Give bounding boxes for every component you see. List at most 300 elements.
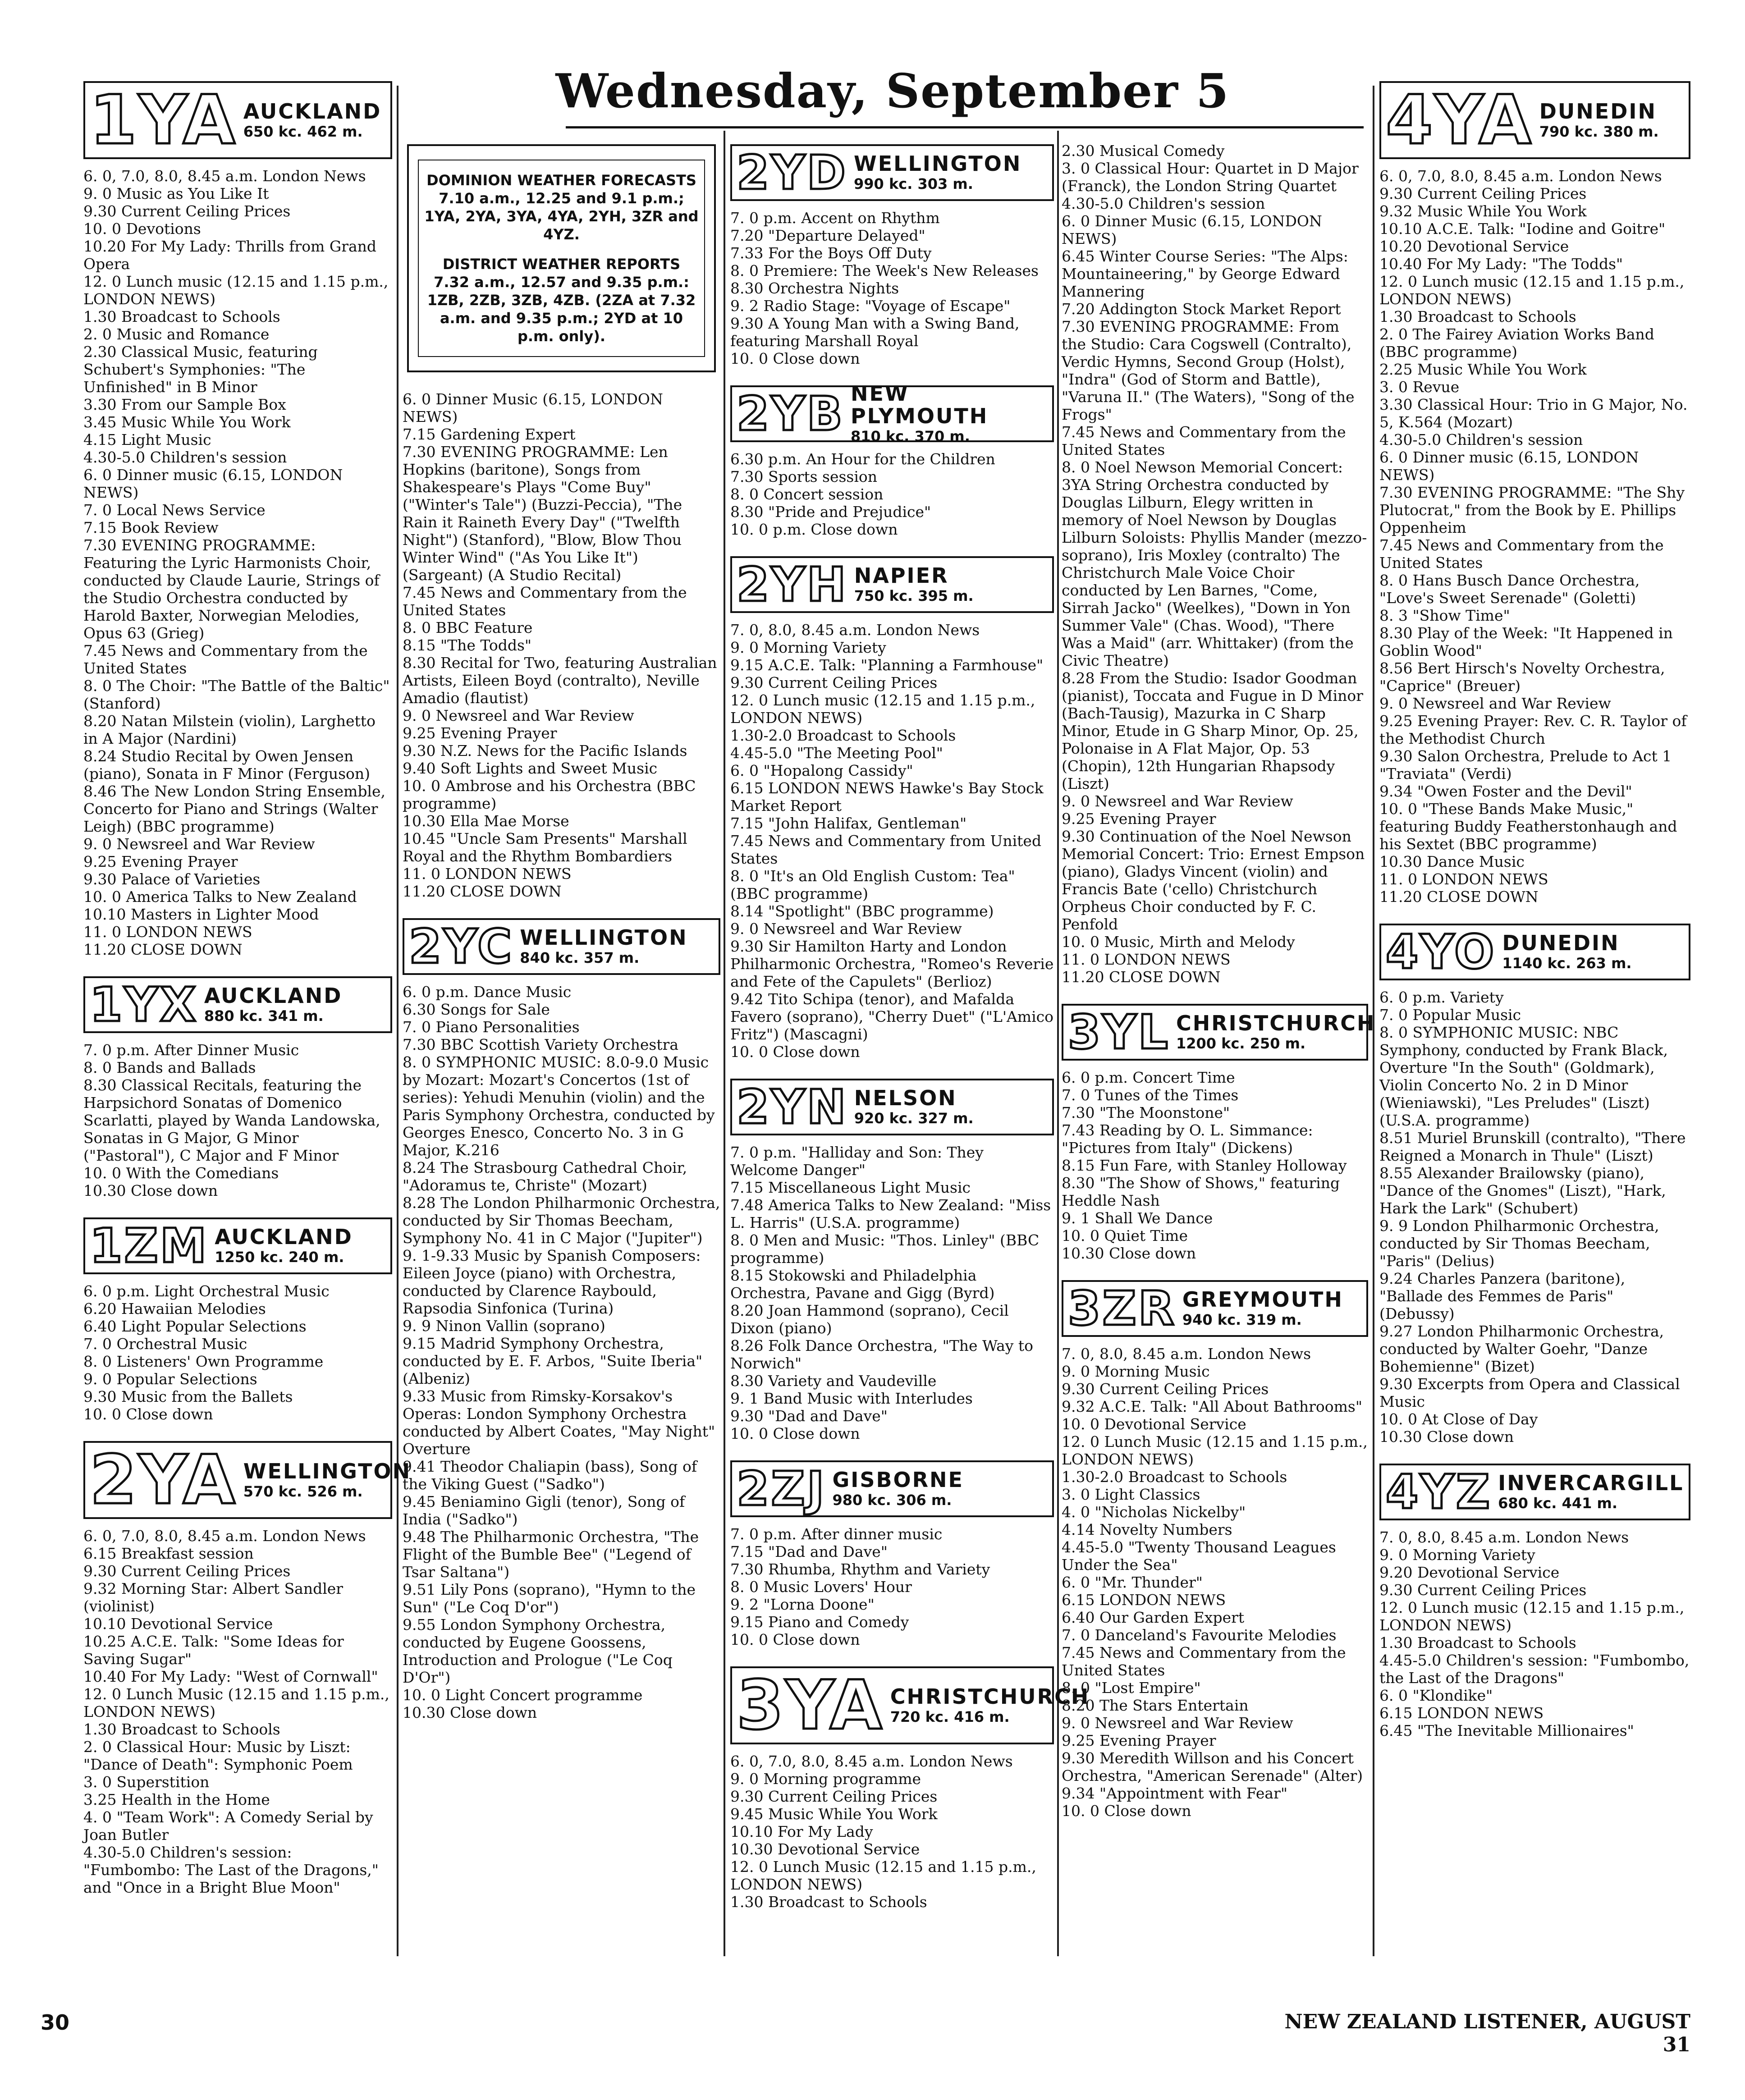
programme-listing: 9. 1 Shall We Dance (1062, 1209, 1213, 1227)
block-spacer (1379, 1446, 1690, 1464)
programme-listing: 8.15 "The Todds" (403, 636, 532, 654)
programme-listing: 9.32 Music While You Work (1379, 202, 1587, 220)
programme-listing: 10. 0 America Talks to New Zealand (83, 888, 357, 906)
station-callsign: 4YZ (1386, 1464, 1492, 1519)
programme-listing: 7. 0, 8.0, 8.45 a.m. London News (730, 621, 980, 639)
station-info (1502, 932, 1631, 972)
block-spacer (83, 1423, 392, 1441)
block-spacer (1062, 986, 1368, 1004)
station-block (403, 918, 720, 1739)
station-header (83, 976, 392, 1033)
programme-listing: 7. 0 Tunes of the Times (1062, 1086, 1239, 1104)
programme-listing: 7.30 Rhumba, Rhythm and Variety (730, 1560, 990, 1578)
publication-footer: NEW ZEALAND LISTENER, AUGUST 31 (1284, 2010, 1690, 2056)
programme-listing: 2. 0 Classical Hour: Music by Liszt: "Dance of Death": Symphonic Poem (83, 1738, 353, 1773)
station-city: WELLINGTON (520, 925, 688, 950)
station-block (1062, 1004, 1376, 1280)
programme-listing: 8.24 The Strasbourg Cathedral Choir, "Adoramus te, Christe" (Mozart) (403, 1159, 687, 1194)
column-divider (724, 131, 725, 1956)
programme-listing: 10.30 Devotional Service (730, 1840, 920, 1858)
programme-listing: 1.30-2.0 Broadcast to Schools (730, 727, 956, 744)
programme-listing: 6. 0 Dinner Music (6.15, LONDON NEWS) (1062, 212, 1322, 247)
programme-listing: 8.30 Classical Recitals, featuring the Harpsichord Sonatas of Domenico Scarlatti, played by Wanda Landowska, Sonatas in G Major, G Minor ("Pastoral"), C Major and F Minor (83, 1076, 380, 1164)
station-header (730, 381, 1054, 445)
station-callsign: 3YA (737, 1666, 884, 1745)
programme-listing: 2. 0 The Fairey Aviation Works Band (BBC programme) (1379, 325, 1654, 361)
programme-listing: 7. 0 p.m. Accent on Rhythm (730, 209, 940, 227)
programme-listing: 9.41 Theodor Chaliapin (bass), Song of the Viking Guest ("Sadko") (403, 1458, 697, 1493)
programme-listing: 4.30-5.0 Children's session (83, 448, 287, 466)
programme-listing: 6. 0, 7.0, 8.0, 8.45 a.m. London News (730, 1752, 1013, 1770)
programme-listing: 8. 0 SYMPHONIC MUSIC: 8.0-9.0 Music by Mozart: Mozart's Concertos (1st of series): Yehudi Menuhin (violin) and the Paris Symphony Orchestra, conducted by Georges Enesco, Concerto No. 3 in G Major, K.216 (403, 1053, 715, 1159)
programme-listing: 7.30 EVENING PROGRAMME: From the Studio: Cara Cogswell (Contralto), Verdic Hymns, Second Group (Holst), "Indra" (God of Storm and Battle), "Varuna II." (The Waters), "Song of the Frogs" (1062, 318, 1355, 423)
station-block (730, 1666, 1090, 1929)
programme-listing: 9.30 Salon Orchestra, Prelude to Act 1 "Traviata" (Verdi) (1379, 747, 1672, 782)
programme-listing: 6. 0 p.m. Dance Music (403, 983, 572, 1001)
programme-listing: 7.30 BBC Scottish Variety Orchestra (403, 1036, 678, 1053)
programme-listing: 12. 0 Lunch Music (12.15 and 1.15 p.m., LONDON NEWS) (83, 1685, 389, 1720)
programme-listing: 7.15 "John Halifax, Gentleman" (730, 814, 967, 832)
block-spacer (730, 538, 1054, 556)
station-frequency: 990 kc. 303 m. (854, 175, 973, 192)
programme-listing: 4. 0 "Nicholas Nickelby" (1062, 1503, 1246, 1521)
station-block (1062, 142, 1368, 1004)
station-callsign: 1YA (90, 81, 237, 160)
weather-box (407, 144, 716, 372)
block-spacer (83, 1199, 392, 1217)
station-city: CHRISTCHURCH (890, 1684, 1090, 1709)
programme-listing: 9.30 Current Ceiling Prices (730, 674, 938, 691)
programme-listing: 10.30 Close down (403, 1704, 537, 1721)
programme-listing: 10. 0 p.m. Close down (730, 521, 898, 538)
programme-listing: 10. 0 Devotions (83, 220, 201, 238)
programme-listing: 9.51 Lily Pons (soprano), "Hymn to the Sun" ("Le Coq D'or") (403, 1581, 696, 1616)
station-info (1182, 1288, 1343, 1329)
programme-listing: 7. 0 Popular Music (1379, 1006, 1521, 1024)
programme-listing: 9. 0 Morning programme (730, 1770, 921, 1788)
programme-listing: 10.40 For My Lady: "West of Cornwall" (83, 1668, 378, 1685)
station-callsign: 3ZR (1068, 1281, 1176, 1336)
programme-listing: 6. 0 Dinner Music (6.15, LONDON NEWS) (403, 390, 663, 425)
programme-listing: 4.30-5.0 Children's session (1379, 431, 1583, 448)
programme-listing: 9.25 Evening Prayer (83, 853, 238, 870)
programme-listing: 6. 0, 7.0, 8.0, 8.45 a.m. London News (1379, 167, 1662, 185)
programme-listing: 9. 2 Radio Stage: "Voyage of Escape" (730, 297, 1011, 315)
programme-listing: 6. 0 p.m. Concert Time (1062, 1069, 1235, 1086)
column-1 (83, 81, 412, 1961)
programme-listing: 10.30 Close down (1062, 1244, 1196, 1262)
programme-listing: 8.14 "Spotlight" (BBC programme) (730, 902, 994, 920)
programme-listing: 7.30 EVENING PROGRAMME: Featuring the Lyric Harmonists Choir, conducted by Claude Laurie, Strings of the Studio Orchestra conducted by Harold Baxter, Norwegian Melodies, Opus 63 (Grieg) (83, 536, 380, 642)
station-city: DUNEDIN (1539, 99, 1657, 124)
programme-listing: 10. 0 Ambrose and his Orchestra (BBC programme) (403, 777, 696, 812)
programme-listing: 10.30 Ella Mae Morse (403, 812, 569, 830)
programme-listing: 10. 0 Light Concert programme (403, 1686, 643, 1704)
programme-listing: 6.15 LONDON NEWS (1379, 1704, 1544, 1722)
programme-listing: 4.30-5.0 Children's session: "Fumbombo: The Last of the Dragons," and "Once in a Bright Blue Moon" (83, 1844, 379, 1896)
programme-listing: 8.30 Recital for Two, featuring Australian Artists, Eileen Boyd (contralto), Neville Amadio (flautist) (403, 654, 717, 707)
programme-listing: 8. 0 Music Lovers' Hour (730, 1578, 912, 1596)
programme-listing: 4.45-5.0 "Twenty Thousand Leagues Under the Sea" (1062, 1538, 1336, 1574)
programme-listing: 6. 0 Dinner music (6.15, LONDON NEWS) (83, 466, 343, 501)
programme-listing: 7.15 Book Review (83, 519, 219, 536)
programme-listing: 10. 0 Devotional Service (1062, 1415, 1246, 1433)
programme-listing: 9.30 Sir Hamilton Harty and London Philharmonic Orchestra, "Romeo's Reverie and Fete of the Capulets" (Berlioz) (730, 938, 1054, 990)
programme-listing: 9. 1-9.33 Music by Spanish Composers: Eileen Joyce (piano) with Orchestra, conducted by Clarence Raybould, Rapsodia Sinfonica (Turina) (403, 1247, 701, 1317)
programme-listing: 4.30-5.0 Children's session (1062, 195, 1265, 212)
programme-listing: 8.46 The New London String Ensemble, Concerto for Piano and Strings (Walter Leigh) (BBC programme) (83, 782, 386, 835)
programme-listing: 9.24 Charles Panzera (baritone), "Ballade des Femmes de Paris" (Debussy) (1379, 1270, 1626, 1322)
station-header (730, 556, 1054, 613)
programme-listing: 6. 0 "Hopalong Cassidy" (730, 762, 913, 779)
station-frequency: 810 kc. 370 m. (850, 428, 970, 445)
programme-listing: 9.30 Current Ceiling Prices (83, 1562, 291, 1580)
station-header (403, 918, 720, 975)
programme-listing: 4.45-5.0 Children's session: "Fumbombo, the Last of the Dragons" (1379, 1652, 1690, 1687)
programme-listing: 10. 0 Close down (730, 1631, 860, 1648)
station-header (730, 1460, 1054, 1517)
station-block (83, 81, 392, 976)
programme-listing: 7.48 America Talks to New Zealand: "Miss L. Harris" (U.S.A. programme) (730, 1196, 1051, 1231)
station-block (83, 1217, 392, 1441)
programme-listing: 8.20 Joan Hammond (soprano), Cecil Dixon (piano) (730, 1302, 1009, 1337)
programme-listing: 9. 0 Music as You Like It (83, 185, 269, 202)
station-header (1062, 1280, 1368, 1337)
programme-listing: 6.45 Winter Course Series: "The Alps: Mountaineering," by George Edward Mannering (1062, 247, 1348, 300)
station-frequency: 750 kc. 395 m. (854, 587, 974, 604)
programme-listing: 10. 0 With the Comedians (83, 1164, 279, 1182)
programme-listing: 7. 0 p.m. After Dinner Music (83, 1041, 299, 1059)
programme-listing: 8.56 Bert Hirsch's Novelty Orchestra, "Caprice" (Breuer) (1379, 659, 1665, 695)
programme-listing: 7.20 "Departure Delayed" (730, 227, 925, 244)
block-spacer (730, 1911, 1054, 1929)
station-callsign: 1YX (90, 977, 198, 1032)
programme-listing: 8.30 "The Show of Shows," featuring Heddle Nash (1062, 1174, 1340, 1209)
programme-listing: 7.45 News and Commentary from the United States (1062, 423, 1346, 458)
programme-listing: 8.30 "Pride and Prejudice" (730, 503, 931, 521)
programme-listing: 10.10 A.C.E. Talk: "Iodine and Goitre" (1379, 220, 1666, 238)
programme-listing: 11.20 CLOSE DOWN (403, 883, 562, 900)
station-info (854, 152, 1021, 193)
programme-listing: 7. 0 Local News Service (83, 501, 266, 519)
station-frequency: 720 kc. 416 m. (890, 1708, 1010, 1725)
programme-listing: 11. 0 LONDON NEWS (83, 923, 252, 941)
programme-listing: 10. 0 Quiet Time (1062, 1227, 1188, 1244)
programme-listing: 10.25 A.C.E. Talk: "Some Ideas for Saving Sugar" (83, 1633, 344, 1668)
programme-listing: 9. 0 Newsreel and War Review (83, 835, 315, 853)
block-spacer (1379, 906, 1690, 924)
programme-listing: 9.30 Excerpts from Opera and Classical Music (1379, 1375, 1680, 1410)
column-divider (397, 86, 398, 1956)
station-frequency: 1250 kc. 240 m. (215, 1249, 344, 1266)
column-3 (730, 144, 1090, 1961)
station-callsign: 2YA (90, 1441, 237, 1519)
station-city: AUCKLAND (215, 1225, 353, 1249)
station-block (83, 976, 392, 1217)
block-spacer (83, 958, 392, 976)
programme-listing: 9.48 The Philharmonic Orchestra, "The Flight of the Bumble Bee" ("Legend of Tsar Saltana") (403, 1528, 699, 1581)
programme-listing: 7.15 Gardening Expert (403, 425, 576, 443)
programme-listing: 8. 0 "It's an Old English Custom: Tea" (BBC programme) (730, 867, 1015, 902)
programme-listing: 6.40 Light Popular Selections (83, 1318, 307, 1335)
programme-listing: 8.30 Play of the Week: "It Happened in Goblin Wood" (1379, 624, 1673, 659)
programme-listing: 7.45 News and Commentary from United States (730, 832, 1042, 867)
block-spacer (1379, 1739, 1690, 1757)
station-info (204, 984, 343, 1025)
programme-listing: 9.32 A.C.E. Talk: "All About Bathrooms" (1062, 1398, 1362, 1415)
weather-text-dominion: 7.10 a.m., 12.25 and 9.1 p.m.; 1YA, 2YA, 3YA, 4YA, 2YH, 3ZR and 4YZ. (424, 190, 699, 243)
programme-listing: 7. 0 p.m. After dinner music (730, 1525, 943, 1543)
programme-listing: 9. 0 Newsreel and War Review (1062, 792, 1293, 810)
station-city: AUCKLAND (204, 984, 343, 1008)
programme-listing: 9.25 Evening Prayer: Rev. C. R. Taylor of the Methodist Church (1379, 712, 1687, 747)
station-block (403, 390, 720, 918)
programme-listing: 9.25 Evening Prayer (1062, 1732, 1216, 1749)
programme-listing: 10.30 Dance Music (1379, 853, 1525, 870)
programme-listing: 9.15 Madrid Symphony Orchestra, conducted by E. F. Arbos, "Suite Iberia" (Albeniz) (403, 1335, 703, 1387)
programme-listing: 4.14 Novelty Numbers (1062, 1521, 1232, 1538)
programme-listing: 9.30 Continuation of the Noel Newson Memorial Concert: Trio: Ernest Empson (piano), Gladys Vincent (violin) and Francis Bate ('cello) Christchurch Orpheus Choir conducted by F. C. Penfold (1062, 828, 1365, 933)
programme-listing: 7.15 "Dad and Dave" (730, 1543, 888, 1560)
station-header (730, 1079, 1054, 1135)
programme-listing: 8.15 Stokowski and Philadelphia Orchestra, Pavane and Gigg (Byrd) (730, 1267, 995, 1302)
programme-listing: 2. 0 Music and Romance (83, 325, 270, 343)
station-frequency: 680 kc. 441 m. (1498, 1495, 1618, 1512)
programme-listing: 8.20 The Stars Entertain (1062, 1697, 1249, 1714)
programme-listing: 9.45 Beniamino Gigli (tenor), Song of India ("Sadko") (403, 1493, 685, 1528)
programme-listing: 10. 0 "These Bands Make Music," featuring Buddy Featherstonhaugh and his Sextet (BBC programme) (1379, 800, 1677, 853)
programme-listing: 8. 3 "Show Time" (1379, 607, 1510, 624)
station-city: NEW PLYMOUTH (850, 381, 989, 428)
programme-listing: 12. 0 Lunch Music (12.15 and 1.15 p.m., LONDON NEWS) (1062, 1433, 1368, 1468)
programme-listing: 1.30 Broadcast to Schools (1379, 308, 1576, 325)
station-info (890, 1685, 1090, 1726)
programme-listing: 6. 0, 7.0, 8.0, 8.45 a.m. London News (83, 167, 366, 185)
programme-listing: 3.30 From our Sample Box (83, 396, 286, 413)
station-frequency: 790 kc. 380 m. (1539, 123, 1659, 140)
programme-listing: 9.34 "Appointment with Fear" (1062, 1784, 1288, 1802)
programme-listing: 3.25 Health in the Home (83, 1791, 270, 1808)
programme-listing: 10.30 Close down (83, 1182, 218, 1199)
station-block (730, 1460, 1054, 1666)
station-block (730, 144, 1054, 385)
station-info (520, 926, 687, 967)
programme-listing: 10. 0 Close down (730, 1425, 860, 1442)
programme-listing: 6.30 Songs for Sale (403, 1001, 550, 1018)
programme-listing: 9.34 "Owen Foster and the Devil" (1379, 782, 1632, 800)
block-spacer (403, 1721, 720, 1739)
programme-listing: 4. 0 "Team Work": A Comedy Serial by Joan Butler (83, 1808, 373, 1844)
programme-listing: 1.30-2.0 Broadcast to Schools (1062, 1468, 1287, 1486)
programme-listing: 3.45 Music While You Work (83, 413, 291, 431)
programme-listing: 8. 0 Noel Newson Memorial Concert: 3YA String Orchestra conducted by Douglas Lilburn, Elegy written in memory of Noel Newson by Douglas Lilburn Soloists: Phyllis Mander (mezzo-soprano), Iris Moxley (contralto) The Christchurch Male Voice Choir conducted by Len Barnes, "Come, Sirrah Jacko" (Weelkes), "Down in Yon Summer Vale" (Chas. Wood), "There Was a Maid" (arr. Whittaker) (from the Civic Theatre) (1062, 458, 1367, 669)
station-callsign: 4YA (1386, 81, 1533, 160)
programme-listing: 9.30 N.Z. News for the Pacific Islands (403, 742, 687, 759)
block-spacer (83, 1896, 392, 1914)
programme-listing: 11. 0 LONDON NEWS (1062, 951, 1231, 968)
programme-listing: 7.45 News and Commentary from the United States (1379, 536, 1664, 572)
programme-listing: 9. 0 Morning Music (1062, 1363, 1210, 1380)
programme-listing: 6. 0 p.m. Light Orchestral Music (83, 1282, 330, 1300)
station-callsign: 2YB (737, 386, 844, 441)
block-spacer (1062, 1262, 1368, 1280)
station-callsign: 1ZM (90, 1218, 209, 1273)
station-city: INVERCARGILL (1498, 1471, 1684, 1495)
programme-listing: 9. 0 Newsreel and War Review (730, 920, 962, 938)
programme-listing: 6.15 LONDON NEWS Hawke's Bay Stock Market Report (730, 779, 1044, 814)
weather-title-district: DISTRICT WEATHER REPORTS (442, 256, 681, 273)
weather-title-dominion: DOMINION WEATHER FORECASTS (426, 172, 696, 189)
station-callsign: 2YD (737, 145, 847, 200)
programme-listing: 9. 0 Newsreel and War Review (1062, 1714, 1293, 1732)
programme-listing: 9.30 Music from the Ballets (83, 1388, 293, 1405)
programme-listing: 1.30 Broadcast to Schools (83, 1720, 280, 1738)
programme-listing: 9.42 Tito Schipa (tenor), and Mafalda Favero (soprano), "Cherry Duet" ("L'Amico Fritz") (Mascagni) (730, 990, 1053, 1043)
programme-listing: 7.33 For the Boys Off Duty (730, 244, 932, 262)
programme-listing: 2.30 Classical Music, featuring Schubert's Symphonies: "The Unfinished" in B Minor (83, 343, 318, 396)
programme-listing: 8. 0 "Lost Empire" (1062, 1679, 1201, 1697)
station-info (1539, 100, 1659, 141)
programme-listing: 7.20 Addington Stock Market Report (1062, 300, 1341, 318)
station-info (832, 1469, 964, 1509)
station-frequency: 650 kc. 462 m. (243, 123, 363, 140)
station-info (215, 1226, 353, 1266)
programme-listing: 9.30 Palace of Varieties (83, 870, 261, 888)
programme-listing: 8.30 Orchestra Nights (730, 279, 899, 297)
programme-listing: 3. 0 Revue (1379, 378, 1460, 396)
station-frequency: 920 kc. 327 m. (854, 1110, 974, 1127)
programme-listing: 9.30 Current Ceiling Prices (1379, 1581, 1587, 1599)
programme-listing: 9.30 Current Ceiling Prices (730, 1788, 938, 1805)
programme-listing: 9. 1 Band Music with Interludes (730, 1390, 973, 1407)
block-spacer (1062, 1820, 1368, 1838)
programme-listing: 10. 0 Close down (1062, 1802, 1191, 1820)
programme-listing: 8.51 Muriel Brunskill (contralto), "There Reigned a Monarch in Thule" (Liszt) (1379, 1129, 1686, 1164)
station-info (243, 1460, 411, 1501)
station-frequency: 940 kc. 319 m. (1182, 1311, 1302, 1328)
station-callsign: 4YO (1386, 924, 1496, 979)
programme-listing: 9.33 Music from Rimsky-Korsakov's Operas: London Symphony Orchestra conducted by Albert Coates, "May Night" Overture (403, 1387, 715, 1458)
programme-listing: 8.30 Variety and Vaudeville (730, 1372, 937, 1390)
programme-listing: 9.40 Soft Lights and Sweet Music (403, 759, 658, 777)
station-header (83, 81, 392, 159)
programme-listing: 12. 0 Lunch music (12.15 and 1.15 p.m., LONDON NEWS) (83, 273, 389, 308)
programme-listing: 7. 0 Danceland's Favourite Melodies (1062, 1626, 1337, 1644)
programme-listing: 7. 0, 8.0, 8.45 a.m. London News (1062, 1345, 1311, 1363)
column-2 (403, 144, 720, 1961)
programme-listing: 3. 0 Superstition (83, 1773, 210, 1791)
programme-listing: 10. 0 At Close of Day (1379, 1410, 1538, 1428)
programme-listing: 9.20 Devotional Service (1379, 1564, 1560, 1581)
page-title: Wednesday, September 5 (555, 63, 1230, 119)
programme-listing: 11.20 CLOSE DOWN (1379, 888, 1539, 906)
station-info (243, 100, 382, 141)
station-header (1062, 1004, 1376, 1061)
programme-listing: 8. 0 Hans Busch Dance Orchestra, "Love's Sweet Serenade" (Goletti) (1379, 572, 1640, 607)
programme-listing: 10. 0 Close down (730, 1043, 860, 1061)
programme-listing: 8. 0 Premiere: The Week's New Releases (730, 262, 1039, 279)
programme-listing: 9.55 London Symphony Orchestra, conducted by Eugene Goossens, Introduction and Prologue ("Le Coq D'Or") (403, 1616, 673, 1686)
station-frequency: 840 kc. 357 m. (520, 949, 640, 966)
station-info (854, 1087, 974, 1127)
programme-listing: 8. 0 SYMPHONIC MUSIC: NBC Symphony, conducted by Frank Black, Overture "In the South" (Goldmark), Violin Concerto No. 2 in D Minor (Wieniawski), "Les Preludes" (Liszt) (U.S.A. programme) (1379, 1024, 1668, 1129)
station-callsign: 2ZJ (737, 1461, 826, 1516)
programme-listing: 9. 0 Newsreel and War Review (403, 707, 634, 724)
programme-listing: 9.30 A Young Man with a Swing Band, featuring Marshall Royal (730, 315, 1020, 350)
programme-listing: 7.30 EVENING PROGRAMME: Len Hopkins (baritone), Songs from Shakespeare's Plays "Come Buy" ("Winter's Tale") (Buzzi-Peccia), "The Rain it Raineth Every Day" ("Twelfth Night") (Stanford), "Blow, Blow Thou Winter Wind" ("As You Like It") (Sargeant) (A Studio Recital) (403, 443, 682, 584)
programme-listing: 7.15 Miscellaneous Light Music (730, 1179, 971, 1196)
station-block (730, 556, 1054, 1079)
programme-listing: 9. 2 "Lorna Doone" (730, 1596, 875, 1613)
programme-listing: 9. 9 Ninon Vallin (soprano) (403, 1317, 605, 1335)
programme-listing: 7.45 News and Commentary from the United States (83, 642, 368, 677)
programme-listing: 9. 0 Newsreel and War Review (1379, 695, 1611, 712)
programme-listing: 10. 0 Close down (83, 1405, 213, 1423)
programme-listing: 9.27 London Philharmonic Orchestra, conducted by Walter Goehr, "Danze Bohemienne" (Bizet) (1379, 1322, 1664, 1375)
programme-listing: 9.30 Current Ceiling Prices (1379, 185, 1587, 202)
programme-listing: 9.32 Morning Star: Albert Sandler (violinist) (83, 1580, 344, 1615)
programme-listing: 12. 0 Lunch music (12.15 and 1.15 p.m., LONDON NEWS) (1379, 1599, 1685, 1634)
programme-listing: 6.15 Breakfast session (83, 1545, 254, 1562)
programme-listing: 9. 9 London Philharmonic Orchestra, conducted by Sir Thomas Beecham, "Paris" (Delius) (1379, 1217, 1659, 1270)
station-header (83, 1441, 412, 1519)
block-spacer (730, 1442, 1054, 1460)
programme-listing: 8. 0 Listeners' Own Programme (83, 1353, 324, 1370)
programme-listing: 9.30 "Dad and Dave" (730, 1407, 888, 1425)
station-city: GREYMOUTH (1182, 1287, 1343, 1312)
programme-listing: 9. 0 Morning Variety (730, 639, 886, 656)
programme-listing: 9.45 Music While You Work (730, 1805, 938, 1823)
programme-listing: 6.30 p.m. An Hour for the Children (730, 450, 995, 468)
station-block (730, 381, 1054, 556)
station-block (1379, 924, 1690, 1464)
programme-listing: 9.30 Current Ceiling Prices (1062, 1380, 1269, 1398)
programme-listing: 10.10 Devotional Service (83, 1615, 273, 1633)
programme-listing: 8.55 Alexander Brailowsky (piano), "Dance of the Gnomes" (Liszt), "Hark, Hark the Lark" (Schubert) (1379, 1164, 1666, 1217)
station-frequency: 1200 kc. 250 m. (1176, 1035, 1306, 1052)
programme-listing: 3. 0 Light Classics (1062, 1486, 1200, 1503)
programme-listing: 9. 0 Morning Variety (1379, 1546, 1535, 1564)
station-frequency: 880 kc. 341 m. (204, 1007, 324, 1025)
programme-listing: 11.20 CLOSE DOWN (1062, 968, 1221, 986)
programme-listing: 8.15 Fun Fare, with Stanley Holloway (1062, 1157, 1347, 1174)
programme-listing: 11. 0 LONDON NEWS (403, 865, 572, 883)
programme-listing: 10.10 For My Lady (730, 1823, 873, 1840)
programme-listing: 9.30 Meredith Willson and his Concert Orchestra, "American Serenade" (Alter) (1062, 1749, 1363, 1784)
station-city: NELSON (854, 1086, 957, 1110)
programme-listing: 8.26 Folk Dance Orchestra, "The Way to Norwich" (730, 1337, 1034, 1372)
programme-listing: 6.40 Our Garden Expert (1062, 1609, 1245, 1626)
programme-listing: 8.28 From the Studio: Isador Goodman (pianist), Toccata and Fugue in D Minor (Bach-Tausig), Mazurka in C Sharp Minor, Etude in G Sharp Minor, Op. 25, Polonaise in A Flat Major, Op. 53 (Chopin), 12th Hungarian Rhapsody (Liszt) (1062, 669, 1364, 792)
station-header (730, 144, 1054, 201)
station-city: CHRISTCHURCH (1176, 1011, 1376, 1035)
programme-listing: 8. 0 Men and Music: "Thos. Linley" (BBC programme) (730, 1231, 1040, 1267)
weather-text-district: 7.32 a.m., 12.57 and 9.35 p.m.: 1ZB, 2ZB, 3ZB, 4ZB. (2ZA at 7.32 a.m. and 9.35 p.m.; 2YD at 10 p.m. only). (427, 274, 696, 345)
station-header (1379, 1464, 1690, 1520)
station-callsign: 2YH (737, 557, 848, 612)
programme-listing: 10. 0 Music, Mirth and Melody (1062, 933, 1295, 951)
programme-listing: 10. 0 Close down (730, 350, 860, 367)
programme-listing: 7.45 News and Commentary from the United States (1062, 1644, 1346, 1679)
block-spacer (730, 1061, 1054, 1079)
programme-listing: 7.30 EVENING PROGRAMME: "The Shy Plutocrat," from the Book by E. Phillips Oppenheim (1379, 484, 1685, 536)
column-5 (1379, 81, 1690, 1961)
station-city: DUNEDIN (1502, 931, 1620, 955)
programme-listing: 7.30 Sports session (730, 468, 878, 485)
station-block (1379, 1464, 1690, 1757)
programme-listing: 7. 0 p.m. "Halliday and Son: They Welcome Danger" (730, 1144, 984, 1179)
station-callsign: 3YL (1068, 1005, 1170, 1060)
